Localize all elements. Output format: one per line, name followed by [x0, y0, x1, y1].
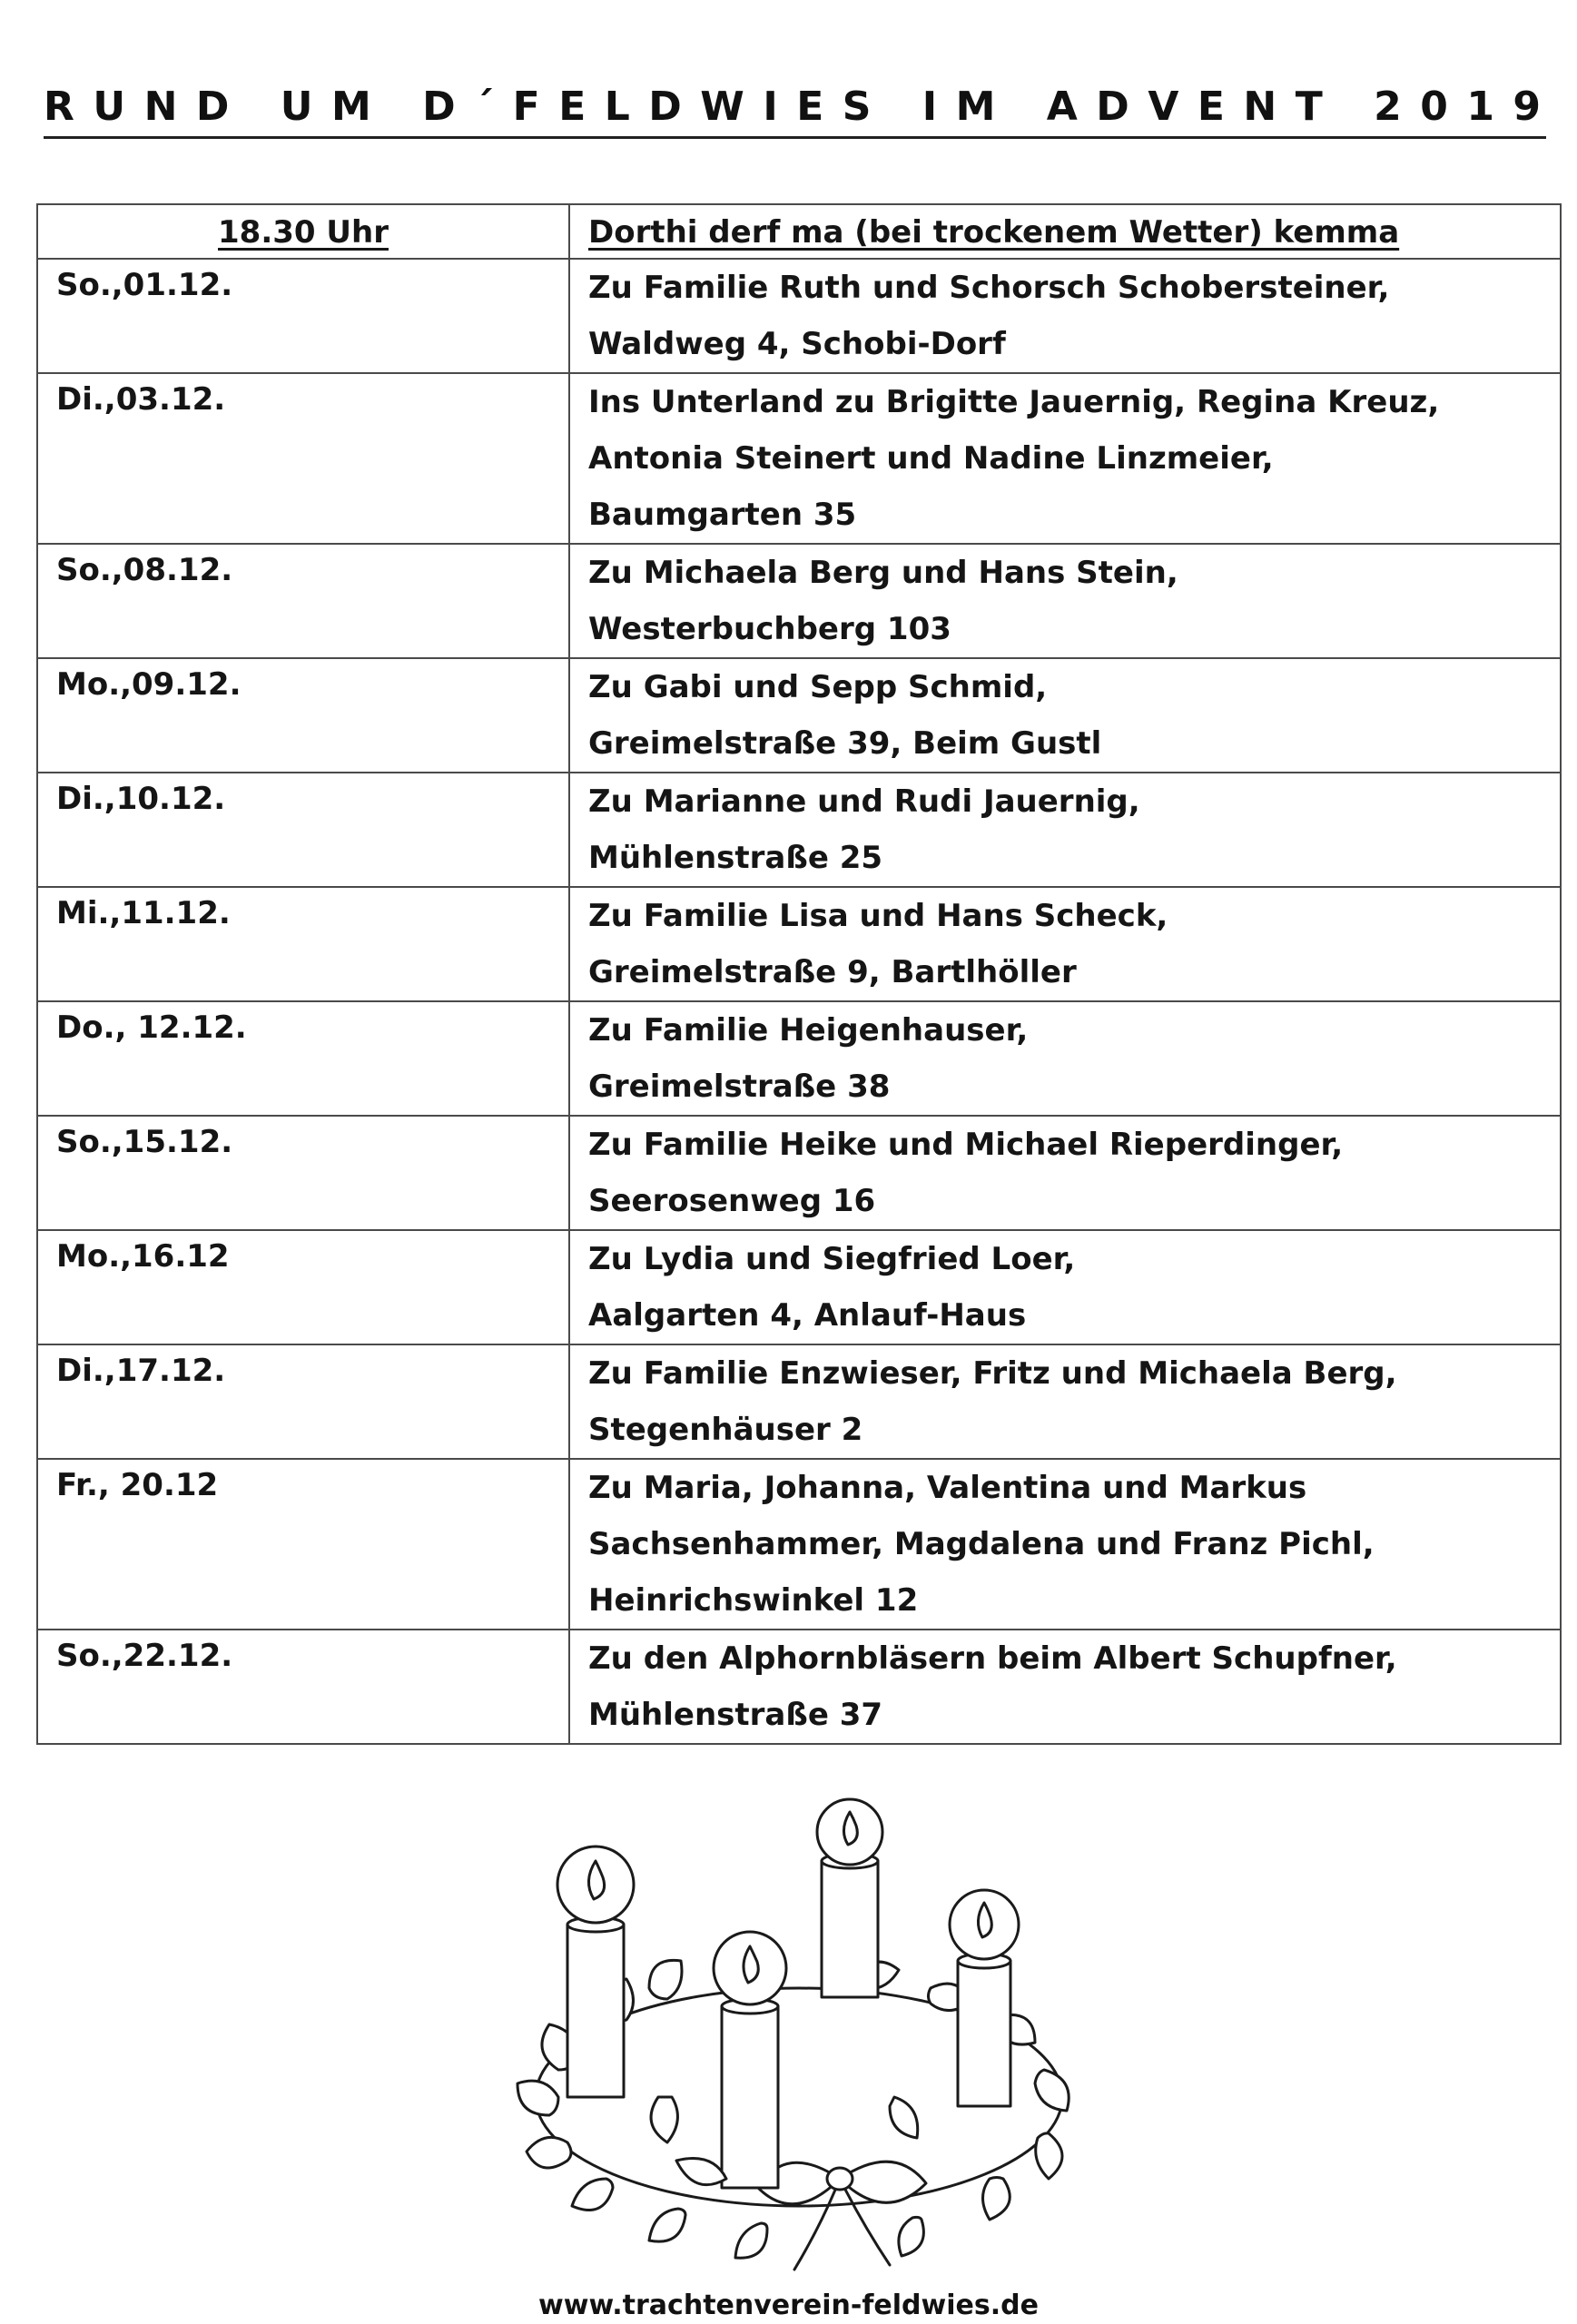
host-address-line: Waldweg 4, Schobi-Dorf [588, 326, 1006, 362]
table-header-row [37, 204, 1561, 259]
table-row [37, 1459, 1561, 1630]
date-cell [37, 773, 569, 887]
event-date: So.,15.12. [56, 1124, 233, 1160]
table-row [37, 1001, 1561, 1116]
table-row [37, 373, 1561, 544]
date-cell [37, 1630, 569, 1744]
host-address-line: Sachsenhammer, Magdalena und Franz Pichl, [588, 1526, 1375, 1562]
date-cell [37, 1230, 569, 1344]
host-address-line: Zu Familie Ruth und Schorsch Schobersteiner, [588, 270, 1390, 306]
date-cell [37, 373, 569, 544]
date-cell [37, 1344, 569, 1459]
host-address-line: Zu Maria, Johanna, Valentina und Markus [588, 1470, 1307, 1506]
event-date: Di.,10.12. [56, 781, 226, 817]
host-address-line: Heinrichswinkel 12 [588, 1582, 919, 1619]
date-cell [37, 1116, 569, 1230]
host-cell [569, 544, 1561, 658]
host-cell [569, 1630, 1561, 1744]
host-cell [569, 1001, 1561, 1116]
host-address-line: Zu Gabi und Sepp Schmid, [588, 669, 1048, 705]
host-cell [569, 887, 1561, 1001]
host-address-line: Zu Familie Enzwieser, Fritz und Michaela Berg, [588, 1355, 1397, 1392]
event-date: So.,01.12. [56, 267, 233, 303]
event-date: Di.,03.12. [56, 381, 226, 418]
table-row [37, 1230, 1561, 1344]
host-cell [569, 658, 1561, 773]
host-address-line: Ins Unterland zu Brigitte Jauernig, Regina Kreuz, [588, 384, 1440, 420]
host-address-line: Mühlenstraße 37 [588, 1697, 883, 1733]
host-cell [569, 259, 1561, 373]
table-row [37, 1344, 1561, 1459]
event-date: Di.,17.12. [56, 1353, 226, 1389]
host-address-line: Antonia Steinert und Nadine Linzmeier, [588, 440, 1274, 477]
header-host: Dorthi derf ma (bei trockenem Wetter) kemma [588, 214, 1400, 251]
host-address-line: Greimelstraße 39, Beim Gustl [588, 725, 1102, 762]
date-cell [37, 658, 569, 773]
host-address-line: Zu Familie Lisa und Hans Scheck, [588, 898, 1168, 934]
table-row [37, 1630, 1561, 1744]
date-cell [37, 544, 569, 658]
event-date: Mi.,11.12. [56, 895, 231, 931]
date-cell [37, 259, 569, 373]
table-row [37, 259, 1561, 373]
host-address-line: Zu Familie Heike und Michael Rieperdinger, [588, 1127, 1344, 1163]
host-address-line: Zu Lydia und Siegfried Loer, [588, 1241, 1076, 1277]
date-cell [37, 887, 569, 1001]
host-cell [569, 773, 1561, 887]
host-cell [569, 373, 1561, 544]
host-address-line: Baumgarten 35 [588, 497, 857, 533]
title-underline [44, 136, 1546, 139]
table-row [37, 1116, 1561, 1230]
host-cell [569, 1116, 1561, 1230]
table-row [37, 544, 1561, 658]
host-address-line: Greimelstraße 38 [588, 1068, 891, 1105]
event-date: Mo.,16.12 [56, 1238, 230, 1275]
date-cell [37, 1001, 569, 1116]
event-date: Mo.,09.12. [56, 666, 241, 703]
event-date: Fr., 20.12 [56, 1467, 219, 1503]
website-url[interactable]: www.trachtenverein-feldwies.de [538, 2290, 1039, 2321]
event-date: So.,08.12. [56, 552, 233, 588]
advent-wreath-illustration [495, 1797, 1103, 2288]
host-address-line: Stegenhäuser 2 [588, 1412, 863, 1448]
date-cell [37, 1459, 569, 1630]
host-cell [569, 1230, 1561, 1344]
event-date: Do., 12.12. [56, 1009, 247, 1046]
host-cell [569, 1459, 1561, 1630]
host-address-line: Seerosenweg 16 [588, 1183, 876, 1219]
host-cell [569, 1344, 1561, 1459]
host-address-line: Zu Familie Heigenhauser, [588, 1012, 1029, 1049]
header-time-cell [37, 204, 569, 259]
header-host-cell [569, 204, 1561, 259]
host-address-line: Zu Marianne und Rudi Jauernig, [588, 783, 1140, 820]
table-row [37, 773, 1561, 887]
host-address-line: Mühlenstraße 25 [588, 840, 883, 876]
event-date: So.,22.12. [56, 1638, 233, 1674]
host-address-line: Zu Michaela Berg und Hans Stein, [588, 555, 1178, 591]
table-row [37, 658, 1561, 773]
header-time: 18.30 Uhr [218, 214, 389, 251]
host-address-line: Zu den Alphornbläsern beim Albert Schupfner, [588, 1640, 1397, 1677]
host-address-line: Greimelstraße 9, Bartlhöller [588, 954, 1077, 990]
table-row [37, 887, 1561, 1001]
host-address-line: Aalgarten 4, Anlauf-Haus [588, 1297, 1027, 1334]
host-address-line: Westerbuchberg 103 [588, 611, 951, 647]
advent-schedule-table [36, 203, 1562, 1745]
page-title: RUND UM D´FELDWIES IM ADVENT 2019 [44, 84, 1560, 130]
